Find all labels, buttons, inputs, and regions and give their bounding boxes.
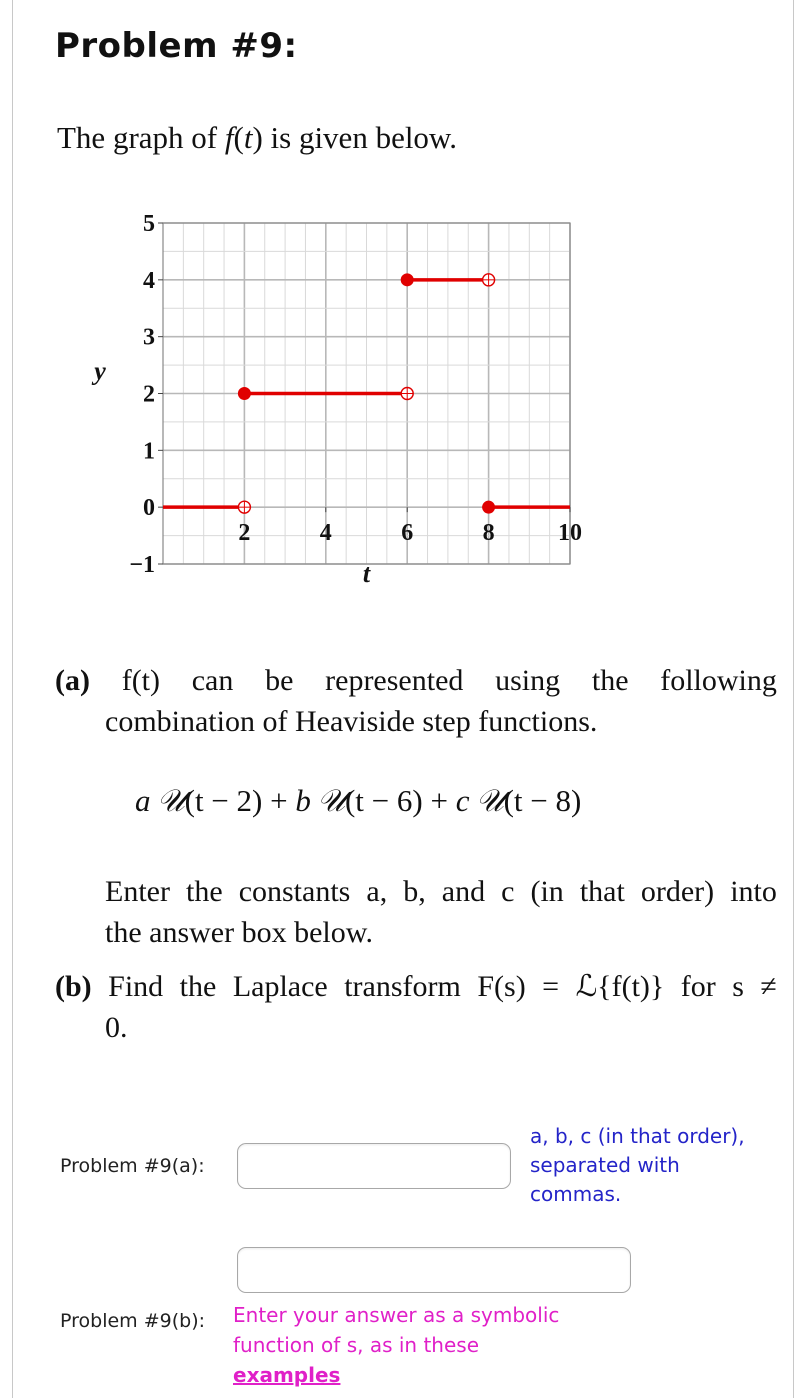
enter-word-4: b, xyxy=(403,875,426,908)
enter-word-2: constants xyxy=(238,875,351,908)
y-axis-label: y xyxy=(94,356,106,386)
x-tick-label: 4 xyxy=(319,520,332,547)
problem-title: Problem #9: xyxy=(55,26,298,66)
part-a-word-7: following xyxy=(660,664,777,697)
enter-word-6: c xyxy=(501,875,515,908)
part-a-line2: combination of Heaviside step functions. xyxy=(105,705,598,738)
heaviside-formula: a 𝒰(t − 2) + b 𝒰(t − 6) + c 𝒰(t − 8) xyxy=(135,783,582,818)
part-b-word-9: s xyxy=(732,970,744,1003)
x-axis-label: t xyxy=(362,559,371,588)
enter-instructions xyxy=(105,871,777,953)
closed-point-2 xyxy=(483,501,495,513)
examples-link[interactable]: examples xyxy=(233,1363,341,1387)
part-b-word-0: (b) xyxy=(55,970,92,1003)
y-tick-label: 1 xyxy=(143,438,155,465)
y-tick-label: −1 xyxy=(129,552,155,578)
enter-word-7: (in xyxy=(530,875,564,908)
answer-a-hint: a, b, c (in that order), separated with commas. xyxy=(530,1124,745,1206)
part-b-word-8: for xyxy=(680,970,716,1003)
part-a-word-6: the xyxy=(591,664,629,697)
closed-point-1 xyxy=(401,274,413,286)
enter-word-8: that xyxy=(579,875,625,908)
part-b-word-5: F(s) xyxy=(477,970,526,1003)
part-b-text xyxy=(55,966,777,1048)
part-b-word-4: transform xyxy=(344,970,461,1003)
part-b-word-6: = xyxy=(542,970,560,1003)
x-tick-label: 10 xyxy=(558,520,582,547)
enter-line2: the answer box below. xyxy=(105,916,373,949)
part-a-text xyxy=(55,660,777,742)
y-tick-label: 4 xyxy=(143,267,155,294)
part-b-word-7: ℒ{f(t)} xyxy=(575,970,665,1003)
step-function-graph xyxy=(0,200,620,600)
part-a-word-1: f(t) xyxy=(121,664,161,697)
part-a-word-3: be xyxy=(265,664,294,697)
closed-point-0 xyxy=(238,388,250,400)
enter-word-3: a, xyxy=(366,875,388,908)
enter-word-1: the xyxy=(186,875,223,908)
y-tick-label: 2 xyxy=(143,381,155,408)
intro-text: The graph of f(t) is given below. xyxy=(57,120,458,155)
answer-b-hint: Enter your answer as a symbolic function of s, as in these examples xyxy=(233,1303,560,1387)
x-tick-label: 8 xyxy=(482,520,495,547)
answer-a-input[interactable] xyxy=(237,1143,511,1189)
y-tick-label: 5 xyxy=(143,211,155,237)
part-b-word-10: ≠ xyxy=(760,970,777,1003)
part-b-word-3: Laplace xyxy=(232,970,328,1003)
answer-b-label: Problem #9(b): xyxy=(60,1310,206,1332)
y-tick-label: 0 xyxy=(143,495,155,522)
answer-a-label: Problem #9(a): xyxy=(60,1155,205,1177)
enter-word-10: into xyxy=(730,875,777,908)
enter-word-9: order) xyxy=(640,875,715,908)
part-b-word-1: Find xyxy=(108,970,164,1003)
part-a-word-5: using xyxy=(495,664,561,697)
part-a-word-4: represented xyxy=(325,664,464,697)
part-a-word-0: (a) xyxy=(55,664,90,697)
y-tick-label: 3 xyxy=(143,324,155,351)
part-b-line2: 0. xyxy=(105,1011,128,1044)
heaviside-symbol: 𝒰 xyxy=(156,783,185,818)
enter-word-5: and xyxy=(441,875,486,908)
x-tick-label: 6 xyxy=(401,520,414,547)
part-a-word-2: can xyxy=(191,664,234,697)
enter-word-0: Enter xyxy=(105,875,170,908)
part-b-word-2: the xyxy=(179,970,217,1003)
x-tick-label: 2 xyxy=(238,520,251,547)
answer-b-input[interactable] xyxy=(237,1247,631,1293)
